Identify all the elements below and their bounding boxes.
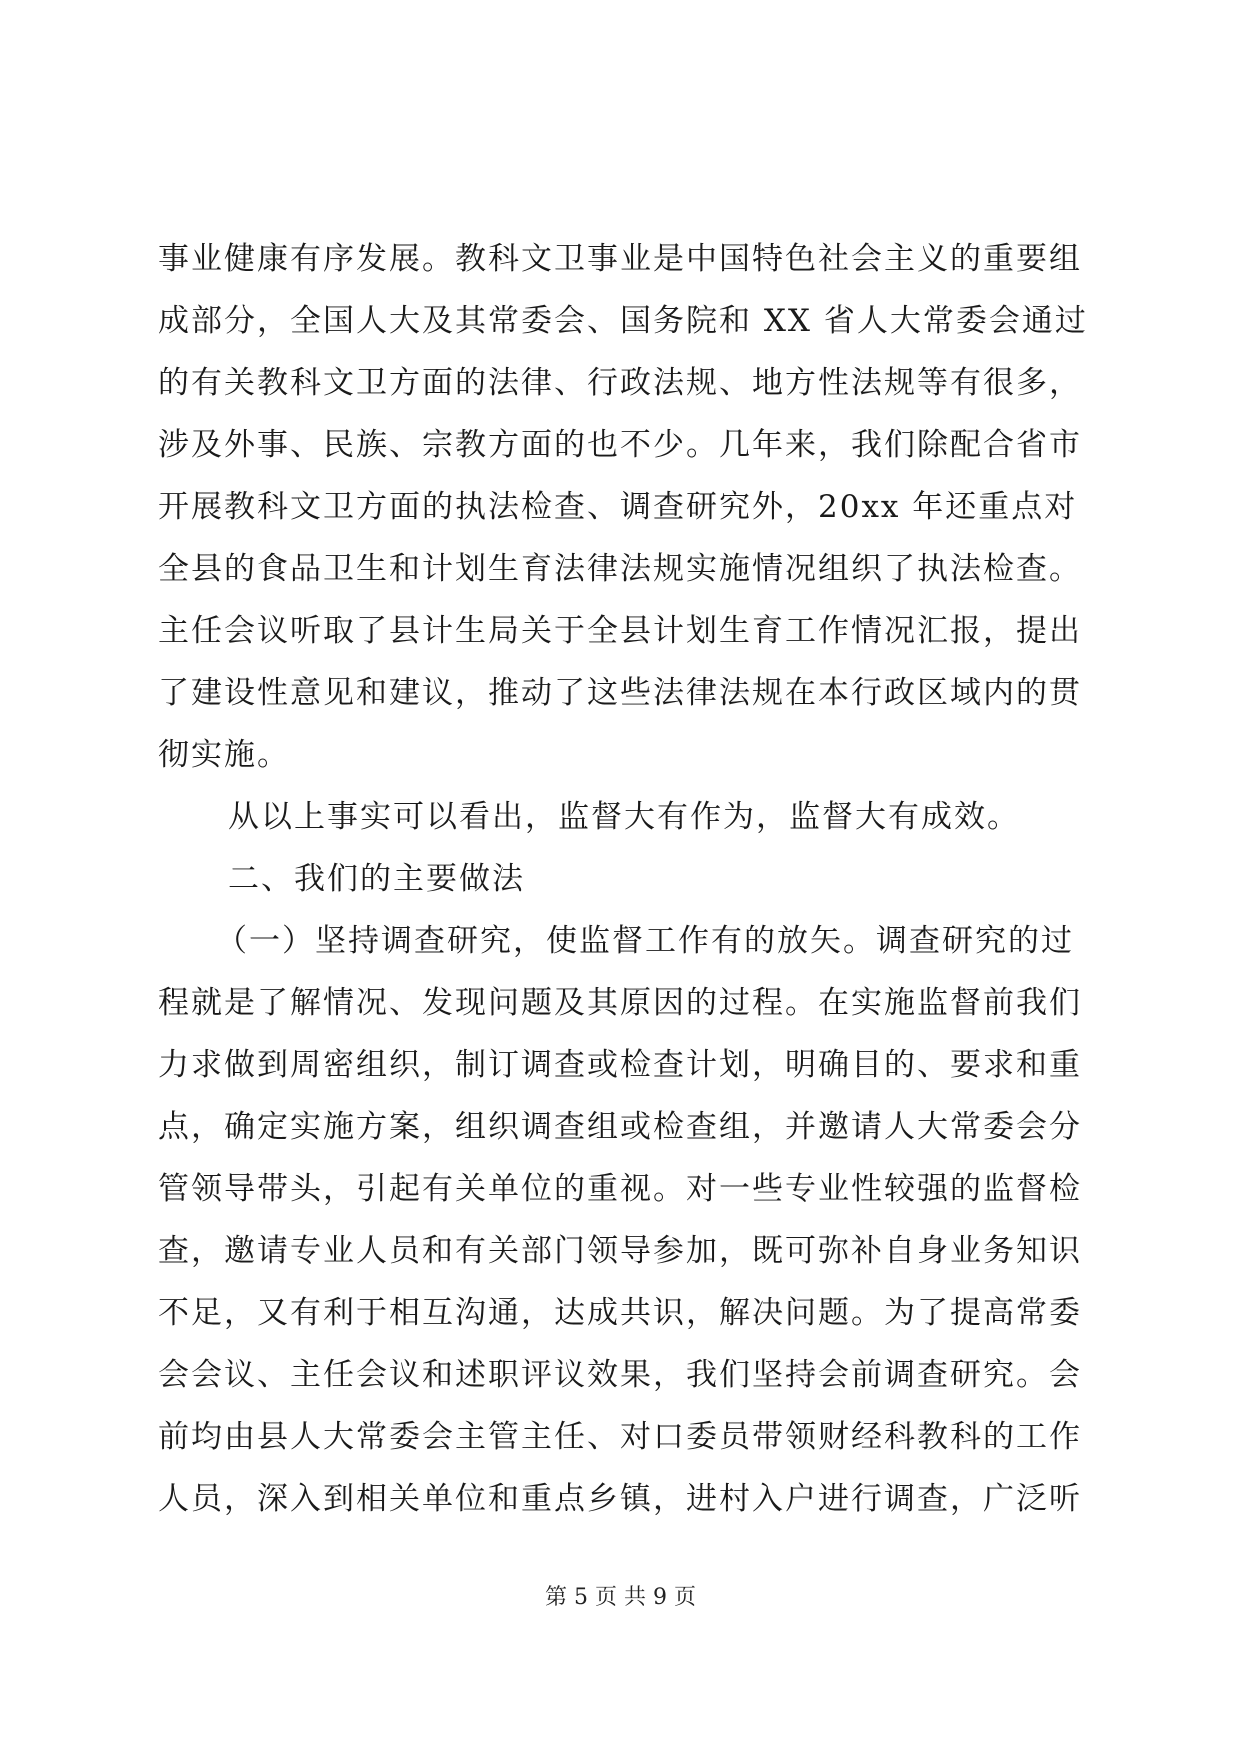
body-text [158, 228, 1088, 1530]
text-line: 成部分，全国人大及其常委会、国务院和 XX 省人大常委会通过 [158, 303, 1088, 339]
text-line: 主任会议听取了县计生局关于全县计划生育工作情况汇报，提出 [158, 613, 1082, 649]
text-line: 事业健康有序发展。教科文卫事业是中国特色社会主义的重要组 [158, 241, 1082, 277]
text-line: 会会议、主任会议和述职评议效果，我们坚持会前调查研究。会 [158, 1357, 1082, 1393]
subsection-start: （一）坚持调查研究，使监督工作有的放矢。调查研究的过 [216, 923, 1074, 959]
text-line: 管领导带头，引起有关单位的重视。对一些专业性较强的监督检 [158, 1171, 1082, 1207]
text-line: 了建设性意见和建议，推动了这些法律法规在本行政区域内的贯 [158, 675, 1082, 711]
text-line: 开展教科文卫方面的执法检查、调查研究外，20xx 年还重点对 [158, 489, 1078, 525]
text-line: 前均由县人大常委会主管主任、对口委员带领财经科教科的工作 [158, 1419, 1082, 1455]
text-line: 的有关教科文卫方面的法律、行政法规、地方性法规等有很多， [158, 365, 1082, 401]
text-line: 查，邀请专业人员和有关部门领导参加，既可弥补自身业务知识 [158, 1233, 1082, 1269]
page-footer [0, 1583, 1241, 1613]
page-number-label: 第 5 页 共 9 页 [545, 1585, 696, 1610]
text-line: 力求做到周密组织，制订调查或检查计划，明确目的、要求和重 [158, 1047, 1082, 1083]
section-heading: 二、我们的主要做法 [228, 861, 525, 897]
text-line: 程就是了解情况、发现问题及其原因的过程。在实施监督前我们 [158, 985, 1082, 1021]
text-line: 人员，深入到相关单位和重点乡镇，进村入户进行调查，广泛听 [158, 1481, 1082, 1517]
text-line: 涉及外事、民族、宗教方面的也不少。几年来，我们除配合省市 [158, 427, 1082, 463]
text-line: 不足，又有利于相互沟通，达成共识，解决问题。为了提高常委 [158, 1295, 1082, 1331]
paragraph-conclusion: 从以上事实可以看出，监督大有作为，监督大有成效。 [228, 799, 1020, 835]
text-line: 全县的食品卫生和计划生育法律法规实施情况组织了执法检查。 [158, 551, 1082, 587]
text-line: 点，确定实施方案，组织调查组或检查组，并邀请人大常委会分 [158, 1109, 1082, 1145]
text-line: 彻实施。 [158, 737, 290, 773]
